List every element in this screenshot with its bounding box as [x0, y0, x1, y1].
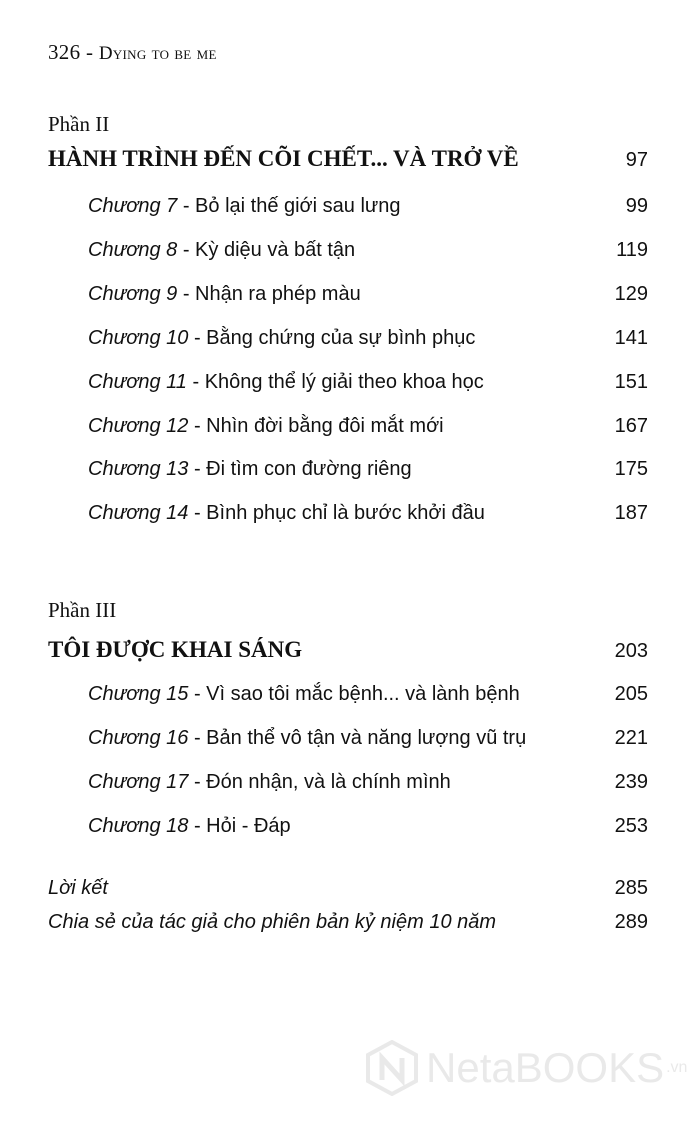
chapter-number: Chương 7 [88, 195, 178, 217]
toc-chapter-label [88, 327, 475, 350]
part-2-title: HÀNH TRÌNH ĐẾN CÕI CHẾT... VÀ TRỞ VỀ [48, 146, 519, 171]
chapter-page-number: 221 [614, 727, 648, 749]
chapter-title: Hỏi - Đáp [206, 815, 291, 837]
watermark [366, 1040, 687, 1096]
toc-chapter-row [88, 502, 648, 530]
toc-chapter-label [88, 239, 355, 262]
chapter-number: Chương 13 [88, 458, 189, 481]
chapter-title: Nhận ra phép màu [195, 282, 361, 305]
chapter-page-number: 175 [614, 458, 648, 481]
running-header [48, 40, 217, 65]
chapter-page-number: 187 [614, 502, 648, 525]
chapter-title: Bỏ lại thế giới sau lưng [195, 195, 401, 217]
chapter-separator: - [188, 727, 207, 749]
chapter-number: Chương 17 [88, 771, 189, 793]
chapter-separator: - [188, 326, 207, 349]
part-2-heading [48, 146, 648, 176]
endmatter-title: Lời kết [48, 877, 108, 899]
endmatter-page-number: 289 [614, 911, 648, 933]
header-separator: - [80, 40, 99, 64]
toc-chapter-label [88, 458, 412, 481]
toc-chapter-label [88, 502, 485, 525]
toc-chapter-row [88, 371, 648, 399]
toc-chapter-row [88, 283, 648, 311]
toc-chapter-label [88, 371, 484, 394]
toc-chapter-label [88, 683, 520, 706]
toc-chapter-label [88, 195, 401, 218]
toc-chapter-row [88, 683, 648, 711]
chapter-title: Bình phục chỉ là bước khởi đầu [206, 502, 485, 525]
chapter-separator: - [177, 238, 196, 261]
part-2-page: 97 [625, 149, 648, 171]
endmatter-title: Chia sẻ của tác giả cho phiên bản kỷ niệm 10 năm [48, 911, 497, 933]
chapter-separator: - [177, 195, 196, 217]
toc-chapter-label [88, 771, 451, 794]
part-3-page: 203 [614, 640, 648, 662]
chapter-page-number: 253 [614, 815, 648, 837]
chapter-title: Nhìn đời bằng đôi mắt mới [206, 414, 444, 437]
toc-chapter-label [88, 283, 361, 306]
chapter-title: Kỳ diệu và bất tận [195, 238, 356, 261]
header-book-title: Dying to be me [98, 43, 217, 64]
netabooks-logo-icon [366, 1040, 418, 1096]
chapter-number: Chương 18 [88, 815, 189, 837]
chapter-page-number: 151 [614, 370, 648, 393]
chapter-separator: - [177, 282, 196, 305]
header-page-number: 326 [48, 40, 81, 64]
chapter-separator: - [188, 414, 207, 437]
part-3-title: TÔI ĐƯỢC KHAI SÁNG [48, 637, 303, 662]
watermark-brand: NetaBOOKS [426, 1044, 665, 1091]
chapter-number: Chương 9 [88, 282, 178, 305]
part-3-label: Phần III [48, 598, 117, 622]
chapter-page-number: 99 [625, 195, 648, 217]
toc-endmatter-row [48, 911, 648, 939]
chapter-separator: - [188, 683, 207, 705]
toc-chapter-row [88, 239, 648, 267]
chapter-number: Chương 11 [88, 370, 187, 393]
chapter-separator: - [186, 370, 205, 393]
toc-chapter-row [88, 415, 648, 443]
chapter-separator: - [188, 458, 207, 481]
chapter-number: Chương 8 [88, 238, 178, 261]
chapter-page-number: 205 [614, 683, 648, 705]
toc-chapter-row [88, 727, 648, 755]
chapter-separator: - [188, 815, 207, 837]
chapter-page-number: 167 [614, 414, 648, 437]
toc-chapter-row [88, 195, 648, 223]
chapter-number: Chương 14 [88, 502, 189, 525]
chapter-title: Đón nhận, và là chính mình [206, 771, 451, 793]
chapter-separator: - [188, 771, 207, 793]
toc-chapter-row [88, 327, 648, 355]
chapter-number: Chương 16 [88, 727, 189, 749]
chapter-number: Chương 15 [88, 683, 189, 705]
chapter-number: Chương 12 [88, 414, 189, 437]
part-3-heading [48, 637, 648, 667]
watermark-tld: .vn [666, 1059, 688, 1076]
part-2-label: Phần II [48, 112, 110, 136]
chapter-title: Bằng chứng của sự bình phục [206, 326, 476, 349]
toc-chapter-label [88, 415, 444, 438]
toc-endmatter-row [48, 877, 648, 905]
chapter-title: Bản thể vô tận và năng lượng vũ trụ [206, 727, 527, 749]
chapter-title: Không thể lý giải theo khoa học [204, 370, 484, 393]
chapter-separator: - [188, 502, 207, 525]
toc-chapter-row [88, 815, 648, 843]
toc-chapter-label [88, 815, 291, 838]
toc-chapter-row [88, 458, 648, 486]
toc-chapter-label [88, 727, 526, 750]
endmatter-page-number: 285 [614, 877, 648, 899]
chapter-number: Chương 10 [88, 326, 189, 349]
chapter-page-number: 129 [614, 282, 648, 305]
chapter-page-number: 141 [614, 326, 648, 349]
chapter-page-number: 119 [616, 238, 648, 261]
chapter-title: Đi tìm con đường riêng [206, 458, 412, 481]
chapter-page-number: 239 [614, 771, 648, 793]
chapter-title: Vì sao tôi mắc bệnh... và lành bệnh [206, 683, 520, 705]
toc-chapter-row [88, 771, 648, 799]
